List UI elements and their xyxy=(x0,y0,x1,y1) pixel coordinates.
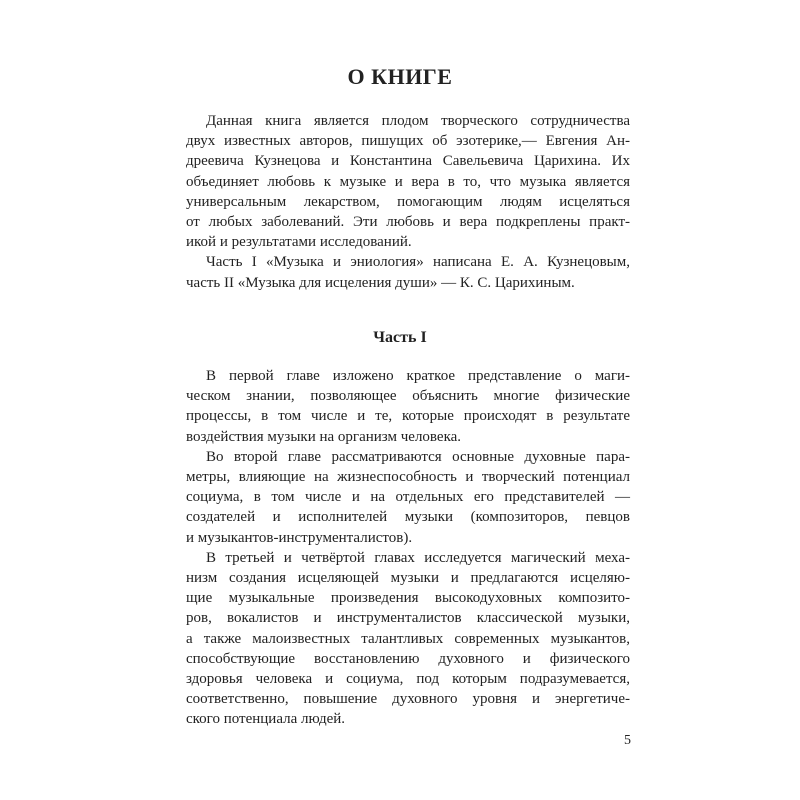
intro-line: универсальным лекарством, помогающим людям исцеляться xyxy=(186,193,630,210)
part1-line: В третьей и четвёртой главах исследуется магический меха- xyxy=(206,549,630,566)
page-number: 5 xyxy=(624,733,631,748)
part1-line: способствующие восстановлению духовного и физического xyxy=(186,650,630,667)
part1-line: и музыкантов-инструменталистов). xyxy=(186,529,413,546)
intro-line: двух известных авторов, пишущих об эзотерике,— Евгения Ан- xyxy=(186,133,630,150)
part1-line: а также малоизвестных талантливых современных музыкантов, xyxy=(186,630,630,647)
part1-line: ров, вокалистов и инструменталистов классической музыки, xyxy=(186,610,630,627)
intro-line: объединяет любовь к музыке и вера в то, что музыка является xyxy=(186,173,630,190)
part1-line: здоровья человека и социума, под которым подразумевается, xyxy=(186,671,630,688)
page-title: О КНИГЕ xyxy=(347,64,453,89)
intro-text xyxy=(186,111,630,293)
part1-line: воздействия музыки на организм человека. xyxy=(186,428,462,445)
part1-line: соответственно, повышение духовного уровня и энергетиче- xyxy=(186,691,630,708)
intro-line: Часть I «Музыка и эниология» написана Е. А. Кузнецовым, xyxy=(206,254,630,271)
part1-line: создателей и исполнителей музыки (композиторов, певцов xyxy=(186,509,630,526)
part1-line: Во второй главе рассматриваются основные духовные пара- xyxy=(206,448,630,465)
intro-line: дреевича Кузнецова и Константина Савельевича Царихина. Их xyxy=(186,153,630,170)
part1-line: метры, влияющие на жизнеспособность и творческий потенциал xyxy=(186,469,630,486)
part1-line: щие музыкальные произведения высокодуховных композито- xyxy=(186,590,630,607)
section-heading: Часть I xyxy=(373,329,427,346)
part1-line: В первой главе изложено краткое представление о маги- xyxy=(206,368,630,384)
part1-line: процессы, в том числе и те, которые происходят в результате xyxy=(186,408,630,425)
part1-line: ческом знании, позволяющее объяснить многие физические xyxy=(186,388,630,405)
intro-line: икой и результатами исследований. xyxy=(186,234,412,251)
intro-line: от любых заболеваний. Эти любовь и вера подкреплены практ- xyxy=(186,214,630,231)
part1-line: ского потенциала людей. xyxy=(186,711,346,728)
part1-line: низм создания исцеляющей музыки и предлагаются исцеляю- xyxy=(186,570,630,587)
intro-line: часть II «Музыка для исцеления души» — К. С. Царихиным. xyxy=(186,274,575,291)
part1-text xyxy=(186,366,630,730)
part1-line: социума, в том числе и на отдельных его представителей — xyxy=(186,489,630,506)
intro-line: Данная книга является плодом творческого сотрудничества xyxy=(206,113,630,129)
